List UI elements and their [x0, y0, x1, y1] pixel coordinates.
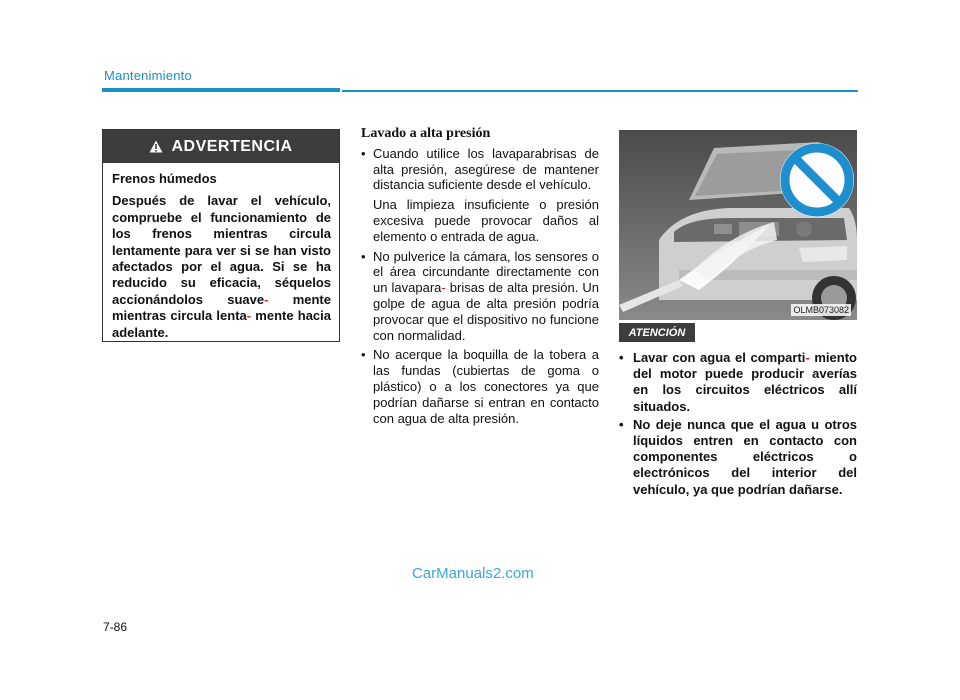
- prohibition-icon: [780, 143, 854, 217]
- figure-caption: OLMB073082: [793, 305, 849, 315]
- warning-box: [102, 129, 340, 342]
- warning-label: ADVERTENCIA: [171, 137, 293, 155]
- section-title: Lavado a alta presión: [361, 126, 491, 141]
- caution-badge: ATENCIÓN: [619, 323, 695, 342]
- pressure-wash-illustration: [619, 130, 857, 320]
- list-item: • No deje nunca que el agua u otros líquidos entren en contacto con componentes eléctricos o electrónicos del interior del vehículo, ya que podrían dañarse.: [619, 417, 857, 498]
- section-header: Mantenimiento: [104, 68, 192, 83]
- list-item: • Lavar con agua el comparti- miento del motor puede producir averías en los circuitos eléctricos allí situados.: [619, 350, 857, 415]
- page-number: 7-86: [103, 620, 128, 634]
- pressure-wash-section: [361, 126, 599, 430]
- car-engine-wash-image: [619, 130, 857, 320]
- list-item: • No acerque la boquilla de la tobera a las fundas (cubiertas de goma o plástico) o a los conectores ya que podrían dañarse si entran en contacto con agua de alta presión.: [361, 347, 599, 426]
- list-item: • No pulverice la cámara, los sensores o el área circundante directamente con un lavapara- brisas de alta presión. Un golpe de agua de alta presión podría provocar que el dispositivo no funcione con normalidad.: [361, 249, 599, 344]
- warning-triangle-icon: [149, 140, 163, 153]
- header-rule-thick: [102, 88, 340, 92]
- warning-text: Después de lavar el vehículo, compruebe el funcionamiento de los frenos mientras circula lentamente para ver si se han visto afectados por el agua. Si se ha reducido su eficacia, séquelos accionándolos suave- mente mientras circula lenta- mente hacia adelante.: [112, 193, 331, 340]
- warning-header: [103, 130, 339, 163]
- list-item-note: Una limpieza insuficiente o presión excesiva puede provocar daños al elemento o entrada de agua.: [373, 197, 599, 244]
- warning-body: [103, 163, 339, 341]
- caution-section: [619, 350, 857, 500]
- list-item: • Cuando utilice los lavaparabrisas de alta presión, asegúrese de mantener distancia suficiente desde el vehículo. Una limpieza insuficiente o presión excesiva puede provocar daños al elemento o entrada de agua.: [361, 146, 599, 245]
- watermark-link[interactable]: CarManuals2.com: [412, 565, 534, 582]
- warning-subtitle: Frenos húmedos: [112, 171, 217, 186]
- header-rule-thin: [342, 90, 858, 92]
